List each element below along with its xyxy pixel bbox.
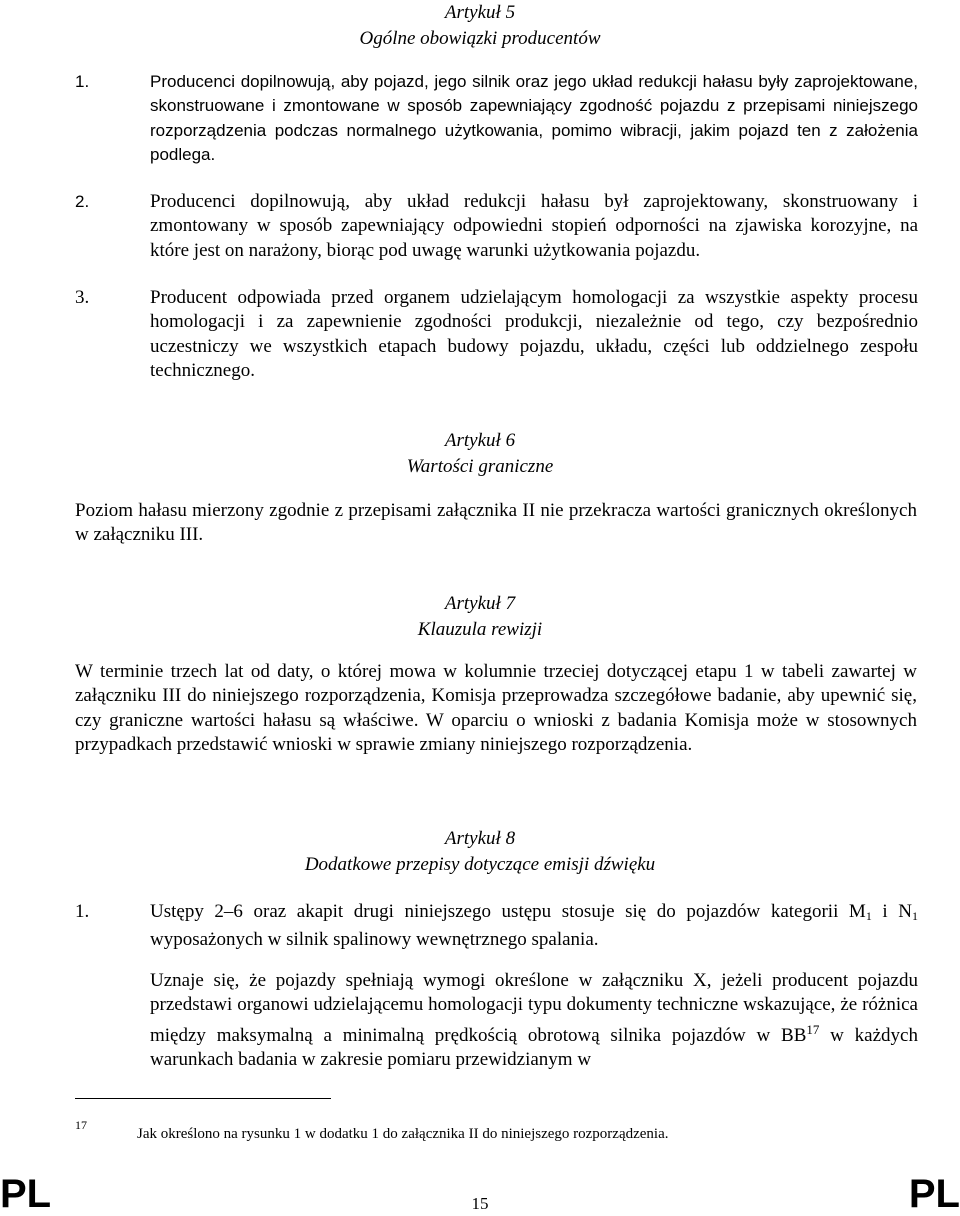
article-title: Artykuł 8 bbox=[444, 828, 516, 849]
footnote-separator bbox=[75, 1098, 331, 1099]
paragraph: Producent odpowiada przed organem udzielającym homologacji za wszystkie aspekty procesu homologacji i za zapewnienie zgodności produkcji, niezależnie od tego, czy bezpośrednio uczestniczy we wszystkich etapach budowy pojazdu, układu, części lub oddzielnego zespołu technicznego. bbox=[150, 287, 918, 381]
language-code-right: PL bbox=[908, 1172, 960, 1216]
article-subtitle: Klauzula rewizji bbox=[417, 619, 543, 640]
item-number: 1. bbox=[75, 901, 90, 922]
subscript: 1 bbox=[912, 909, 918, 923]
paragraph: Producenci dopilnowują, aby pojazd, jego silnik oraz jego układ redukcji hałasu były zaprojektowane, skonstruowane i zmontowane w sposób zapewniający zgodność pojazdu z przepisami niniejszego rozporządzenia podczas normalnego użytkowania, pomimo wibracji, jakim pojazd ten z założenia podlega. bbox=[150, 72, 918, 164]
paragraph: W terminie trzech lat od daty, o której mowa w kolumnie trzeciej dotyczącej etapu 1 w tabeli zawartej w załączniku III do niniejszego rozporządzenia, Komisja przeprowadza szczegółowe badanie, aby upewnić się, czy graniczne wartości hałasu są właściwe. W oparciu o wnioski z badania Komisja może w stosownych przypadkach przedstawić wnioski w sprawie zmiany niniejszego rozporządzenia. bbox=[75, 661, 917, 755]
article-8-heading bbox=[0, 826, 960, 878]
item-number: 1. bbox=[75, 72, 90, 91]
paragraph: Producenci dopilnowują, aby układ redukcji hałasu był zaprojektowany, skonstruowany i zmontowany w sposób zapewniający odpowiedni stopień odporności na zjawiska korozyjne, na które jest on narażony, biorąc pod uwagę warunki użytkowania pojazdu. bbox=[150, 191, 918, 261]
text-run: wyposażonych w silnik spalinowy wewnętrznego spalania. bbox=[150, 929, 599, 951]
article-subtitle: Ogólne obowiązki producentów bbox=[359, 28, 601, 49]
text-run: w każdych warunkach badania w zakresie pomiaru przewidzianym w bbox=[150, 1024, 918, 1070]
item-number: 2. bbox=[75, 192, 90, 211]
article-5-heading bbox=[0, 0, 960, 52]
subscript: 1 bbox=[865, 909, 872, 923]
article-subtitle: Dodatkowe przepisy dotyczące emisji dźwięku bbox=[304, 854, 656, 875]
text-run: Uznaje się, że pojazdy spełniają wymogi określone w załączniku X, jeżeli producent pojazdu przedstawi organowi udzielającemu homologacji typu dokumenty techniczne wskazujące, że różnica między maksymalną a minimalną prędkością obrotową silnika pojazdów w BB bbox=[150, 970, 918, 1046]
article-title: Artykuł 7 bbox=[444, 593, 516, 614]
article-title: Artykuł 6 bbox=[444, 430, 516, 451]
article-6-heading bbox=[0, 428, 960, 480]
article-subtitle: Wartości graniczne bbox=[406, 456, 554, 477]
article-7-heading bbox=[0, 591, 960, 643]
text-run: Ustępy 2–6 oraz akapit drugi niniejszego ustępu stosuje się do pojazdów kategorii M bbox=[150, 901, 866, 922]
language-code-left: PL bbox=[0, 1172, 52, 1216]
footnote-text: Jak określono na rysunku 1 w dodatku 1 do załącznika II do niniejszego rozporządzenia. bbox=[137, 1126, 669, 1142]
paragraph bbox=[150, 900, 918, 953]
paragraph: Poziom hałasu mierzony zgodnie z przepisami załącznika II nie przekracza wartości granicznych określonych w załączniku III. bbox=[75, 500, 917, 546]
item-number: 3. bbox=[75, 287, 90, 308]
text-run: i N bbox=[871, 901, 912, 922]
footnote-reference[interactable]: 17 bbox=[806, 1021, 820, 1037]
footnote-number: 17 bbox=[75, 1118, 87, 1132]
article-title: Artykuł 5 bbox=[444, 2, 516, 23]
paragraph bbox=[150, 969, 918, 1072]
page-number: 15 bbox=[471, 1194, 489, 1213]
